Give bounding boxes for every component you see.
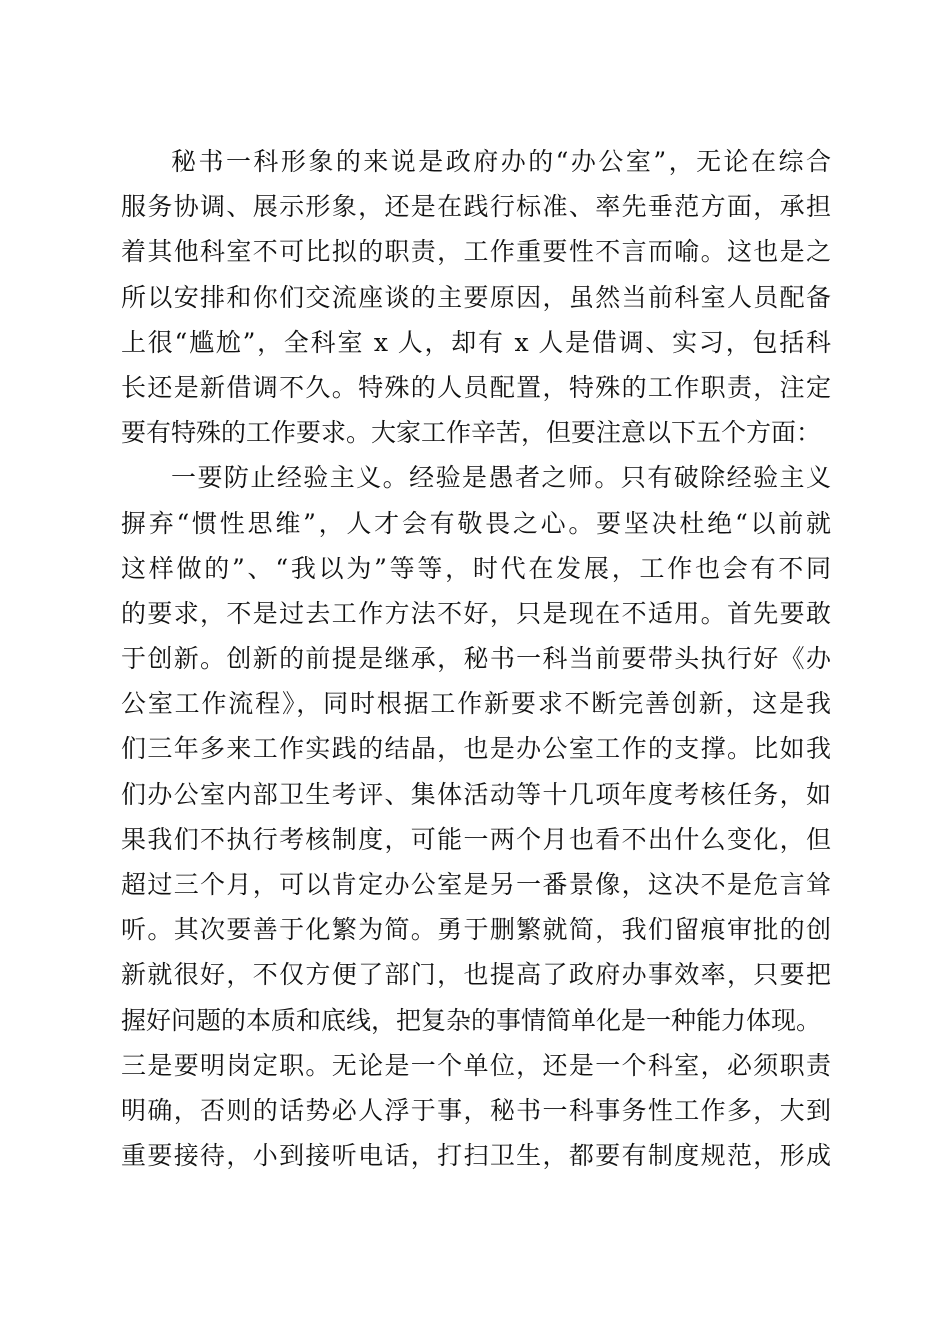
paragraph-1-line-1: 秘书一科形象的来说是政府办的“办公室”，无论在综合 <box>171 147 831 176</box>
paragraph-2-line-11: 听。其次要善于化繁为简。勇于删繁就简，我们留痕审批的创 <box>121 915 831 945</box>
body-text <box>121 139 831 1178</box>
paragraph-2-line-3: 这样做的”、“我以为”等等，时代在发展，工作也会有不同 <box>121 553 831 583</box>
paragraph-2-line-7: 们三年多来工作实践的结晶，也是办公室工作的支撑。比如我 <box>121 734 831 764</box>
paragraph-1-line-6: 长还是新借调不久。特殊的人员配置，特殊的工作职责，注定 <box>121 372 831 402</box>
paragraph-2-line-4: 的要求，不是过去工作方法不好，只是现在不适用。首先要敢 <box>121 598 831 628</box>
paragraph-2-line-9: 果我们不执行考核制度，可能一两个月也看不出什么变化，但 <box>121 824 831 854</box>
paragraph-2-line-13: 握好问题的本质和底线，把复杂的事情简单化是一种能力体现。 <box>121 1005 822 1035</box>
paragraph-2-line-5: 于创新。创新的前提是继承，秘书一科当前要带头执行好《办 <box>121 644 831 674</box>
paragraph-2-line-10: 超过三个月，可以肯定办公室是另一番景像，这决不是危言耸 <box>121 870 831 899</box>
paragraph-3-line-1: 三是要明岗定职。无论是一个单位，还是一个科室，必须职责 <box>121 1050 831 1080</box>
paragraph-1-line-5: 上很“尴尬”，全科室 x 人，却有 x 人是借调、实习，包括科 <box>121 327 831 357</box>
paragraph-2-line-6: 公室工作流程》，同时根据工作新要求不断完善创新，这是我 <box>121 689 831 719</box>
paragraph-3-line-2: 明确，否则的话势必人浮于事，秘书一科事务性工作多，大到 <box>121 1095 831 1125</box>
paragraph-2-line-8: 们办公室内部卫生考评、集体活动等十几项年度考核任务，如 <box>121 779 831 809</box>
paragraph-1-line-3: 着其他科室不可比拟的职责，工作重要性不言而喻。这也是之 <box>121 237 831 267</box>
paragraph-2-line-12: 新就很好，不仅方便了部门，也提高了政府办事效率，只要把 <box>121 960 831 990</box>
paragraph-1-line-7: 要有特殊的工作要求。大家工作辛苦，但要注意以下五个方面： <box>121 418 822 448</box>
paragraph-2-line-1: 一要防止经验主义。经验是愚者之师。只有破除经验主义 <box>171 463 831 493</box>
paragraph-3-line-3: 重要接待，小到接听电话，打扫卫生，都要有制度规范，形成 <box>121 1141 831 1171</box>
paragraph-1-line-4: 所以安排和你们交流座谈的主要原因，虽然当前科室人员配备 <box>121 282 831 312</box>
paragraph-2-line-2: 摒弃“惯性思维”，人才会有敬畏之心。要坚决杜绝“以前就 <box>121 508 831 538</box>
paragraph-1-line-2: 服务协调、展示形象，还是在践行标准、率先垂范方面，承担 <box>121 192 831 222</box>
